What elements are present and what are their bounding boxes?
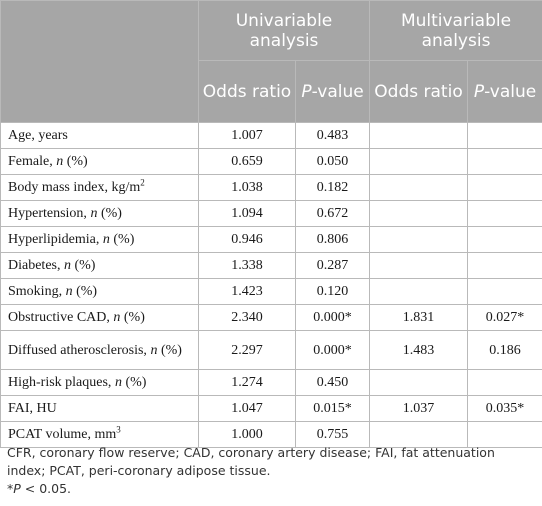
row-label-label: Body mass index, kg/m [8, 179, 141, 195]
row-label-label-italic: n [63, 257, 71, 273]
table-row [1, 123, 542, 149]
cell-uni-p: 0.806 [296, 227, 370, 253]
cell-multi-or [370, 123, 468, 149]
row-label-label: Smoking, [8, 283, 66, 299]
row-label-label: Obstructive CAD, [8, 309, 114, 325]
cell-multi-p: 0.035* [468, 396, 542, 422]
row-label [1, 305, 199, 331]
row-label [1, 396, 199, 422]
row-label [1, 279, 199, 305]
row-label [1, 123, 199, 149]
row-label-label-tail: (%) [157, 342, 182, 358]
multi-p-value-header: P-value [468, 61, 542, 123]
row-label-label-italic: n [56, 153, 64, 169]
row-label [1, 175, 199, 201]
table-row [1, 175, 542, 201]
cell-multi-p [468, 201, 542, 227]
cell-multi-p [468, 149, 542, 175]
cell-uni-p: 0.287 [296, 253, 370, 279]
multivariable-header: Multivariable analysis [370, 1, 542, 61]
row-label-label: Diabetes, [8, 257, 64, 273]
cell-uni-or: 2.340 [199, 305, 296, 331]
multi-odds-ratio-header: Odds ratio [370, 61, 468, 123]
table-row [1, 227, 542, 253]
table-row [1, 305, 542, 331]
cell-uni-p: 0.450 [296, 370, 370, 396]
cell-multi-or [370, 279, 468, 305]
cell-uni-p: 0.050 [296, 149, 370, 175]
cell-uni-or: 1.423 [199, 279, 296, 305]
cell-multi-or [370, 227, 468, 253]
cell-uni-or: 0.946 [199, 227, 296, 253]
cell-uni-p: 0.182 [296, 175, 370, 201]
row-label-label-italic: n [90, 205, 98, 221]
row-label-label-italic: n [113, 309, 121, 325]
cell-multi-p [468, 123, 542, 149]
row-label-label-tail: (%) [121, 374, 147, 390]
row-label [1, 370, 199, 396]
row-label-label-italic: n [65, 283, 73, 299]
cell-uni-or: 1.007 [199, 123, 296, 149]
cell-multi-or: 1.483 [370, 331, 468, 370]
cell-multi-or [370, 149, 468, 175]
table-row [1, 396, 542, 422]
cell-multi-p [468, 227, 542, 253]
row-label-label-tail: (%) [72, 283, 98, 299]
row-label-label: Diffused atherosclerosis, [8, 342, 151, 358]
row-label-label: Age, years [8, 127, 68, 143]
significance-note: *P < 0.05. [7, 481, 72, 496]
cell-multi-p [468, 279, 542, 305]
cell-multi-p [468, 175, 542, 201]
abbreviations-note: CFR, coronary flow reserve; CAD, coronary artery disease; FAI, fat attenuation index; PCAT, peri-coronary adipose tissue. [7, 445, 495, 478]
table-row [1, 331, 542, 370]
row-label-sup: 2 [140, 176, 145, 187]
cell-uni-p: 0.755 [296, 422, 370, 448]
cell-multi-p [468, 370, 542, 396]
row-label-sup: 3 [116, 423, 121, 434]
table-row [1, 253, 542, 279]
cell-multi-or [370, 370, 468, 396]
cell-multi-or [370, 253, 468, 279]
cell-uni-p: 0.672 [296, 201, 370, 227]
cell-uni-or: 1.338 [199, 253, 296, 279]
row-label-label-italic: n [102, 231, 110, 247]
row-label [1, 253, 199, 279]
row-label [1, 227, 199, 253]
cell-uni-or: 1.274 [199, 370, 296, 396]
cell-uni-or: 2.297 [199, 331, 296, 370]
row-label [1, 149, 199, 175]
row-label-label: Hypertension, [8, 205, 91, 221]
row-label-label-tail: (%) [120, 309, 145, 325]
cell-multi-p: 0.186 [468, 331, 542, 370]
cell-uni-or: 1.047 [199, 396, 296, 422]
row-label-label-tail: (%) [70, 257, 96, 273]
univariable-header: Univariable analysis [199, 1, 370, 61]
cell-uni-p: 0.000* [296, 331, 370, 370]
cell-uni-or: 1.000 [199, 422, 296, 448]
table-row [1, 201, 542, 227]
row-label-label: FAI, HU [8, 400, 57, 416]
row-label-label: PCAT volume, mm [8, 426, 117, 442]
table-body [1, 123, 542, 448]
cell-multi-p [468, 253, 542, 279]
row-label-label: High-risk plaques, [8, 374, 115, 390]
row-label-label-italic: n [114, 374, 122, 390]
cell-multi-or: 1.037 [370, 396, 468, 422]
cell-uni-or: 0.659 [199, 149, 296, 175]
table-row [1, 149, 542, 175]
uni-p-value-header: P-value [296, 61, 370, 123]
cell-uni-or: 1.038 [199, 175, 296, 201]
row-label [1, 201, 199, 227]
cell-multi-or: 1.831 [370, 305, 468, 331]
row-label-label: Hyperlipidemia, [8, 231, 103, 247]
row-label-label-italic: n [150, 342, 158, 358]
uni-odds-ratio-header: Odds ratio [199, 61, 296, 123]
cell-uni-p: 0.015* [296, 396, 370, 422]
table-footnote [7, 444, 537, 498]
header-blank-cell [1, 1, 199, 123]
table-row [1, 370, 542, 396]
row-label-label-tail: (%) [97, 205, 122, 221]
cell-uni-p: 0.000* [296, 305, 370, 331]
table-row [1, 279, 542, 305]
row-label [1, 331, 199, 370]
cell-multi-or [370, 201, 468, 227]
row-label-label-tail: (%) [63, 153, 88, 169]
cell-multi-p: 0.027* [468, 305, 542, 331]
row-label-label-tail: (%) [109, 231, 135, 247]
cell-uni-p: 0.120 [296, 279, 370, 305]
cell-uni-or: 1.094 [199, 201, 296, 227]
row-label-label: Female, [8, 153, 57, 169]
cell-uni-p: 0.483 [296, 123, 370, 149]
cell-multi-or [370, 175, 468, 201]
